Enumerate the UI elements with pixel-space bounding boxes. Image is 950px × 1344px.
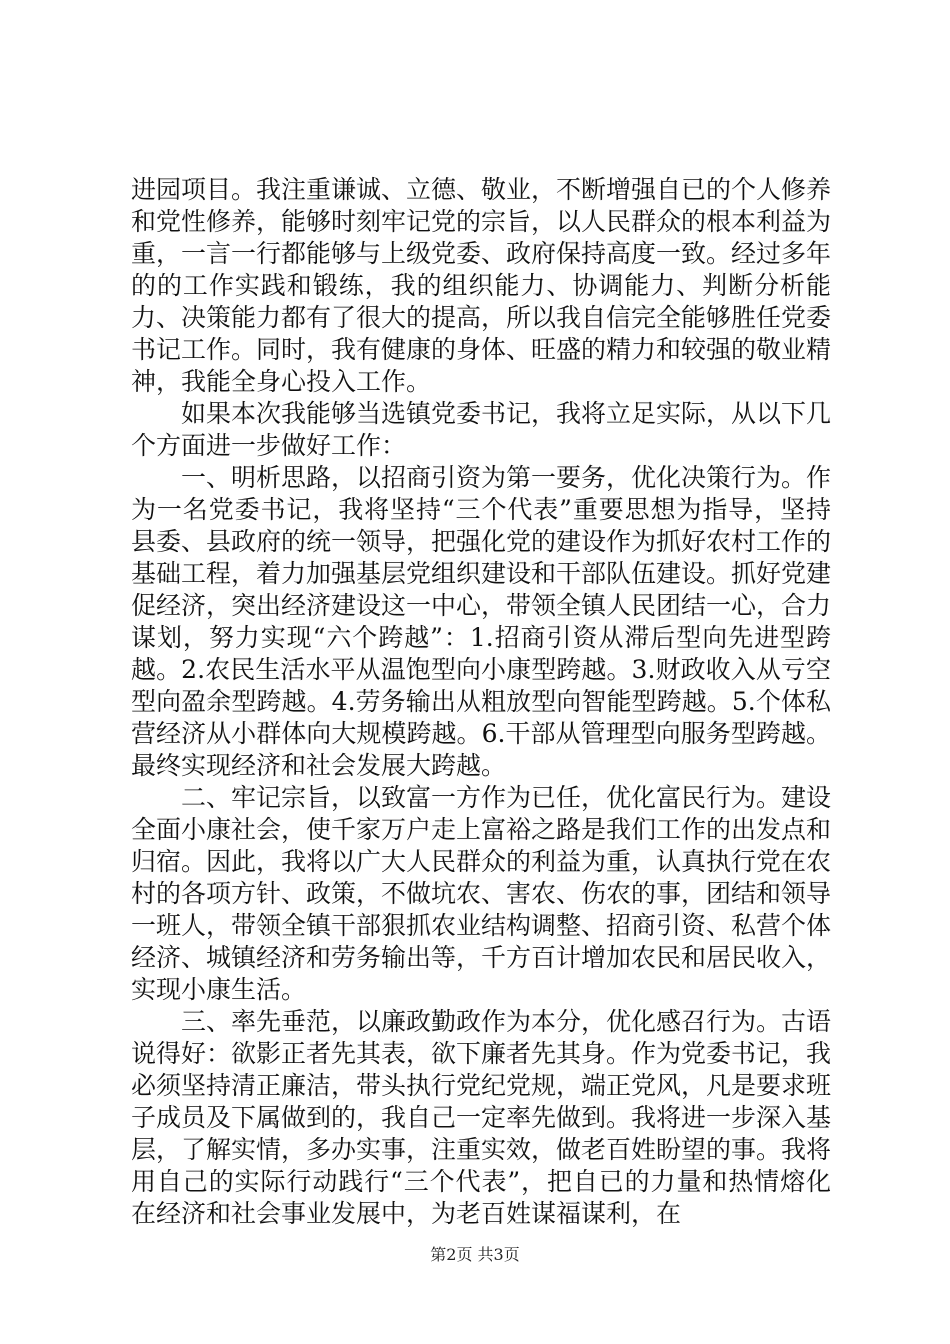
paragraph-continuation: 进园项目。我注重谦诚、立德、敬业，不断增强自已的个人修养和党性修养，能够时刻牢记党的宗旨，以人民群众的根本利益为重，一言一行都能够与上级党委、政府保持高度一致。经过多年的的工作实践和锻练，我的组织能力、协调能力、判断分析能力、决策能力都有了很大的提高，所以我自信完全能够胜任党委书记工作。同时，我有健康的身体、旺盛的精力和较强的敬业精神，我能全身心投入工作。 [131,175,832,396]
paragraph-point-one: 一、明析思路，以招商引资为第一要务，优化决策行为。作为一名党委书记，我将坚持“三个代表”重要思想为指导，坚持县委、县政府的统一领导，把强化党的建设作为抓好农村工作的基础工程，着力加强基层党组织建设和干部队伍建设。抓好党建促经济，突出经济建设这一中心，带领全镇人民团结一心，合力谋划，努力实现“六个跨越”：1.招商引资从滞后型向先进型跨越。2.农民生活水平从温饱型向小康型跨越。3.财政收入从亏空型向盈余型跨越。4.劳务输出从粗放型向智能型跨越。5.个体私营经济从小群体向大规模跨越。6.干部从管理型向服务型跨越。最终实现经济和社会发展大跨越。 [131,463,832,780]
paragraph-point-two: 二、牢记宗旨，以致富一方作为已任，优化富民行为。建设全面小康社会，使千家万户走上富裕之路是我们工作的出发点和归宿。因此，我将以广大人民群众的利益为重，认真执行党在农村的各项方针、政策，不做坑农、害农、伤农的事，团结和领导一班人，带领全镇干部狠抓农业结构调整、招商引资、私营个体经济、城镇经济和劳务输出等，千方百计增加农民和居民收入，实现小康生活。 [131,783,832,1004]
page-footer: 第2页 共3页 [430,1245,520,1264]
document-body [131,174,831,1230]
paragraph-intro: 如果本次我能够当选镇党委书记，我将立足实际，从以下几个方面进一步做好工作： [131,399,832,460]
paragraph-point-three: 三、率先垂范，以廉政勤政作为本分，优化感召行为。古语说得好：欲影正者先其表，欲下廉者先其身。作为党委书记，我必须坚持清正廉洁，带头执行党纪党规，端正党风，凡是要求班子成员及下属做到的，我自己一定率先做到。我将进一步深入基层，了解实情，多办实事，注重实效，做老百姓盼望的事。我将用自己的实际行动践行“三个代表”，把自已的力量和热情熔化在经济和社会事业发展中，为老百姓谋福谋利，在 [131,1007,832,1228]
